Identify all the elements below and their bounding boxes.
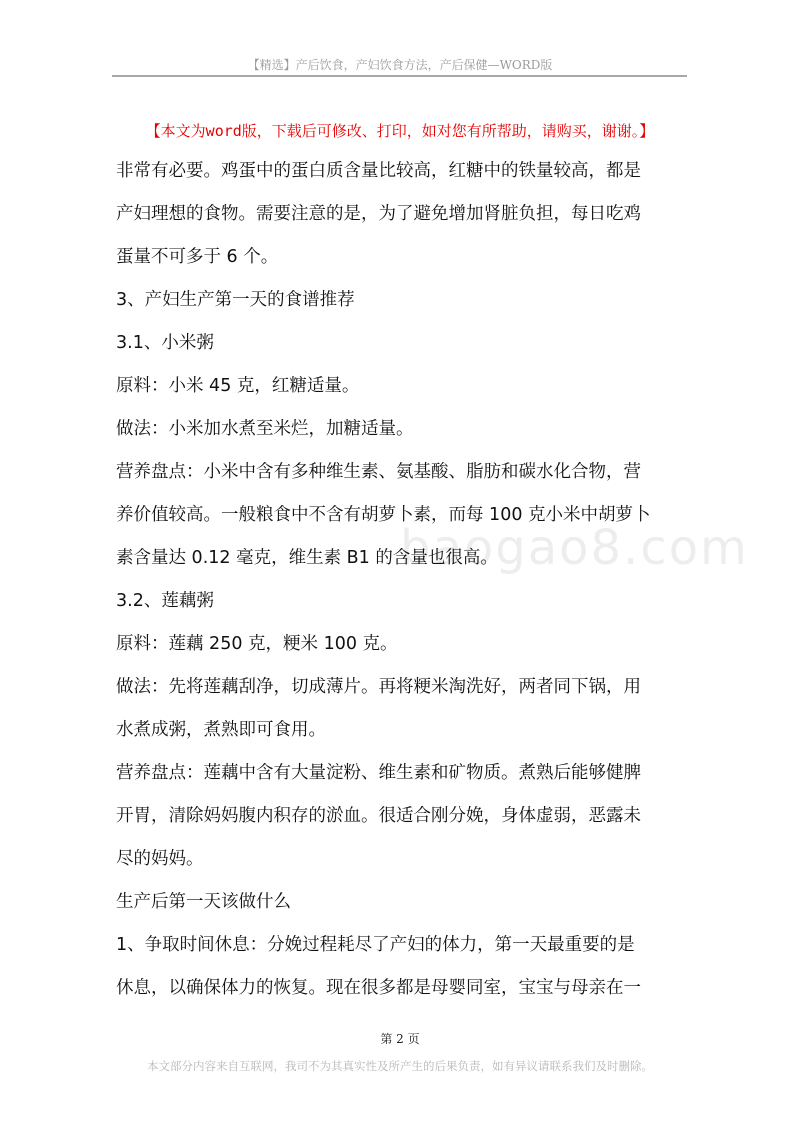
purchase-notice: 【本文为word版，下载后可修改、打印，如对您有所帮助，请购买，谢谢。】 bbox=[145, 122, 655, 140]
text-line: 蛋量不可多于 6 个。 bbox=[116, 247, 279, 267]
text-line: 原料：莲藕 250 克，粳米 100 克。 bbox=[116, 634, 398, 654]
text-line: 尽的妈妈。 bbox=[116, 849, 204, 869]
text-line: 营养盘点：小米中含有多种维生素、氨基酸、脂肪和碳水化合物，营 bbox=[116, 462, 641, 482]
text-line: 水煮成粥，煮熟即可食用。 bbox=[116, 720, 326, 740]
text-line: 3.2、莲藕粥 bbox=[116, 591, 214, 611]
text-line: 原料：小米 45 克，红糖适量。 bbox=[116, 376, 360, 396]
text-line: 非常有必要。鸡蛋中的蛋白质含量比较高，红糖中的铁量较高，都是 bbox=[116, 161, 641, 181]
text-line: 养价值较高。一般粮食中不含有胡萝卜素，而每 100 克小米中胡萝卜 bbox=[116, 505, 651, 525]
text-line: 休息，以确保体力的恢复。现在很多都是母婴同室，宝宝与母亲在一 bbox=[116, 978, 641, 998]
text-line: 3.1、小米粥 bbox=[116, 333, 214, 353]
text-line: 开胃，清除妈妈腹内积存的淤血。很适合刚分娩，身体虚弱，恶露未 bbox=[116, 806, 641, 826]
page-footer-disclaimer: 本文部分内容来自互联网，我司不为其真实性及所产生的后果负责，如有异议请联系我们及时删除。 bbox=[147, 1059, 653, 1073]
page-header: 【精选】产后饮食，产妇饮食方法，产后保健—WORD版 bbox=[247, 58, 553, 72]
page-number: 第 2 页 bbox=[380, 1032, 420, 1046]
text-line: 产妇理想的食物。需要注意的是，为了避免增加肾脏负担，每日吃鸡 bbox=[116, 204, 641, 224]
text-line: 1、争取时间休息：分娩过程耗尽了产妇的体力，第一天最重要的是 bbox=[116, 935, 635, 955]
text-line: 营养盘点：莲藕中含有大量淀粉、维生素和矿物质。煮熟后能够健脾 bbox=[116, 763, 641, 783]
document-body bbox=[116, 150, 696, 1010]
text-line: 做法：先将莲藕刮净，切成薄片。再将粳米淘洗好，两者同下锅，用 bbox=[116, 677, 641, 697]
watermark: baogao8.com bbox=[400, 520, 749, 576]
header-divider bbox=[112, 75, 687, 77]
text-line: 素含量达 0.12 毫克，维生素 B1 的含量也很高。 bbox=[116, 548, 498, 568]
text-line: 生产后第一天该做什么 bbox=[116, 892, 291, 912]
text-line: 3、产妇生产第一天的食谱推荐 bbox=[116, 290, 355, 310]
text-line: 做法：小米加水煮至米烂，加糖适量。 bbox=[116, 419, 414, 439]
